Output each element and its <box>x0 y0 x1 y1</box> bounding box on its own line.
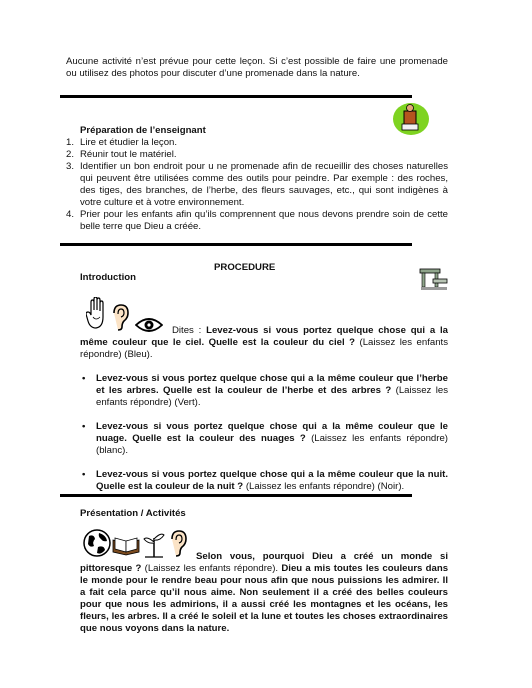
dites-label: Dites : <box>172 325 202 336</box>
list-item: 4. Prier pour les enfants afin qu’ils comprennent que nous devons prendre soin de cette belle terre que Dieu a créée. <box>66 209 448 232</box>
section-divider <box>60 243 412 246</box>
presentation-heading: Présentation / Activités <box>80 508 186 519</box>
list-item: 1. Lire et étudier la leçon. <box>66 137 178 148</box>
question-list <box>80 373 448 505</box>
preparation-list <box>66 137 448 233</box>
list-item: • Levez-vous si vous portez quelque chose qui a la même couleur que la nuit. Quelle est la couleur de la nuit ? (Laissez les enfants répondre) (Noir). <box>82 469 448 492</box>
procedure-heading: PROCEDURE <box>214 262 276 273</box>
dites-answer: (Laissez les enfants répondre) (Bleu). <box>80 337 448 360</box>
section-divider <box>60 494 412 497</box>
presentation-paragraph <box>80 551 448 635</box>
intro-paragraph: Aucune activité n’est prévue pour cette leçon. Si c’est possible de faire une promenade ou utilisez des photos pour discuter d’une promenade dans la nature. <box>66 56 448 79</box>
dites-paragraph <box>80 325 448 361</box>
introduction-heading: Introduction <box>80 272 136 283</box>
list-item: • Levez-vous si vous portez quelque chose qui a la même couleur que le nuage. Quelle est la couleur des nuages ? (Laissez les enfants répondre) (blanc). <box>82 421 448 456</box>
lead-answer: (Laissez les enfants répondre). <box>144 563 279 574</box>
list-item: • Levez-vous si vous portez quelque chose qui a la même couleur que l’herbe et les arbres. Quelle est la couleur de l’herbe et des arbres ? (Laissez les enfants répondre) (Vert). <box>82 373 448 408</box>
preparation-heading: Préparation de l’enseignant <box>80 125 206 136</box>
lead-question: Selon vous, pourquoi Dieu a créé un monde si pittoresque ? <box>80 551 448 574</box>
list-item: 2. Réunir tout le matériel. <box>66 149 177 160</box>
classroom-desk-icon <box>417 265 449 293</box>
presentation-body: Dieu a mis toutes les couleurs dans le monde pour le rendre beau pour nous afin que nous puissions les admirer. Il a fait cela parce qu’il nous aime. Non seulement il a créé des belles couleurs pour que nous les admirions, il a aussi créé les montagnes et les océans, les fleurs, les arbres. Il a créé le soleil et la lune et toutes les choses extraordinaires que nous voyons dans la nature. <box>80 563 449 634</box>
list-item: 3. Identifier un bon endroit pour u ne promenade afin de recueillir des choses naturelles qui peuvent être utilisées comme des outils pour peindre. Par exemple : des roches, des tiges, des branches, de l’herbe, des fleurs sauvages, etc., qui sont indigènes à votre culture et à votre environnement. <box>66 161 448 208</box>
dites-question: Levez-vous si vous portez quelque chose qui a la même couleur que le ciel. Quelle est la couleur du ciel ? <box>80 325 448 348</box>
teacher-prep-icon <box>392 102 430 136</box>
section-divider <box>60 95 412 98</box>
